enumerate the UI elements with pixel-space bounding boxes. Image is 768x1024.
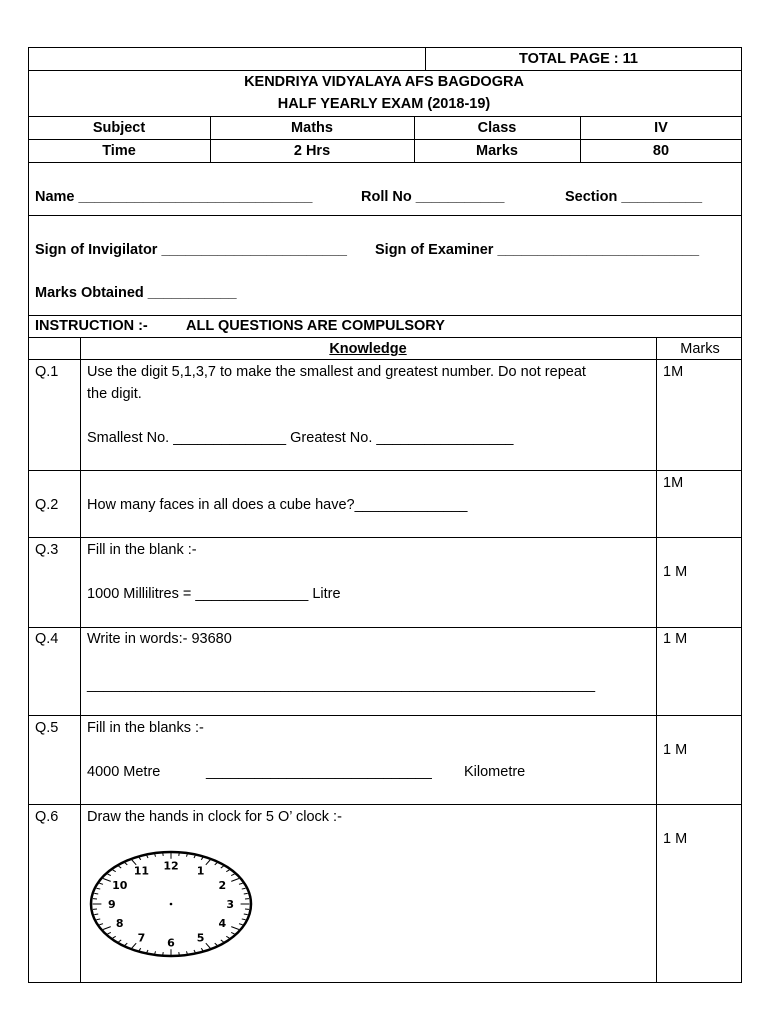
clock-tick (94, 914, 98, 915)
clock-tick (194, 950, 195, 952)
clock-tick (221, 940, 224, 942)
rule (28, 337, 742, 338)
clock-tick (139, 948, 141, 950)
rule (656, 337, 657, 983)
invigilator-sign-field: Sign of Invigilator _______________________ (35, 242, 347, 258)
rule (28, 315, 742, 316)
clock-number: 1 (196, 864, 205, 878)
clock-number: 6 (167, 936, 175, 950)
clock-tick (186, 951, 187, 954)
name-field: Name _____________________________ (35, 189, 313, 205)
question-marks: 1 M (663, 564, 688, 580)
question-text: Draw the hands in clock for 5 O’ clock :- (87, 809, 342, 825)
clock-tick (239, 883, 243, 884)
school-name: KENDRIYA VIDYALAYA AFS BAGDOGRA (244, 74, 524, 90)
clock-number: 5 (196, 931, 205, 945)
answer-blank: _______________________________________________________________ (87, 677, 596, 693)
rule (28, 139, 742, 140)
clock-tick (206, 860, 210, 865)
clock-number: 4 (218, 917, 227, 931)
rule (28, 537, 742, 538)
clock-number: 8 (115, 917, 124, 931)
total-page: TOTAL PAGE : 11 (519, 51, 638, 67)
roll-no-field: Roll No ___________ (361, 189, 505, 205)
rule (28, 359, 742, 360)
clock-number: 10 (112, 878, 128, 892)
clock-tick (244, 893, 248, 894)
time-value: 2 Hrs (293, 143, 331, 159)
answer-blank: Smallest No. ______________ Greatest No. _________________ (87, 430, 514, 446)
rule (28, 70, 742, 71)
instruction-label: INSTRUCTION :- (35, 318, 148, 334)
class-value: IV (654, 120, 668, 136)
rule (28, 804, 742, 805)
answer-unit-to: Kilometre (464, 764, 526, 780)
clock-tick (155, 854, 156, 857)
clock-tick (113, 870, 116, 872)
question-number: Q.4 (35, 631, 59, 647)
clock-face-icon[interactable] (88, 848, 254, 960)
clock-tick (113, 936, 116, 938)
question-number: Q.6 (35, 809, 59, 825)
clock-tick (108, 932, 111, 934)
clock-tick (231, 932, 234, 934)
clock-tick (125, 943, 127, 945)
exam-title: HALF YEARLY EXAM (2018-19) (277, 96, 491, 112)
clock-tick (231, 874, 234, 876)
question-text: How many faces in all does a cube have?______________ (87, 497, 468, 513)
clock-tick (99, 924, 103, 925)
rule (80, 337, 81, 983)
question-text: Fill in the blanks :- (87, 720, 204, 736)
clock-tick (103, 879, 111, 882)
examiner-sign-field: Sign of Examiner _________________________ (375, 242, 700, 258)
question-text: Fill in the blank :- (87, 542, 197, 558)
time-label: Time (102, 143, 136, 159)
question-number: Q.2 (35, 497, 59, 513)
clock-tick (215, 863, 217, 865)
rule (28, 116, 742, 117)
class-label: Class (477, 120, 517, 136)
marks-obtained-field: Marks Obtained ___________ (35, 285, 237, 301)
clock-tick (231, 927, 239, 930)
question-marks: 1 M (663, 631, 688, 647)
rule (28, 470, 742, 471)
subject-value: Maths (291, 120, 333, 136)
clock-tick (186, 854, 187, 857)
clock-tick (119, 866, 122, 868)
answer-blank: ____________________________ (206, 764, 432, 780)
rule (580, 116, 581, 163)
clock-tick (226, 870, 229, 872)
rule (28, 47, 29, 983)
clock-tick (155, 951, 156, 954)
question-marks: 1M (663, 364, 684, 380)
answer-unit-from: 4000 Metre (87, 764, 161, 780)
rule (28, 982, 742, 983)
clock-tick (221, 866, 224, 868)
clock-tick (226, 936, 229, 938)
clock-tick (125, 863, 127, 865)
clock-tick (132, 943, 136, 948)
question-marks: 1 M (663, 742, 688, 758)
rule (414, 116, 415, 163)
clock-number: 3 (226, 898, 235, 911)
clock-number: 11 (133, 864, 150, 878)
clock-tick (239, 924, 243, 925)
clock-tick (242, 888, 246, 889)
clock-number: 9 (107, 898, 116, 911)
clock-tick (244, 914, 248, 915)
rule (28, 627, 742, 628)
question-text: Write in words:- 93680 (87, 631, 232, 647)
question-text: Use the digit 5,1,3,7 to make the smallest and greatest number. Do not repeat (87, 364, 586, 380)
rule (425, 47, 426, 71)
clock-tick (201, 857, 203, 859)
rule (28, 162, 742, 163)
clock-tick (215, 943, 217, 945)
question-text: the digit. (87, 386, 142, 402)
answer-blank: 1000 Millilitres = ______________ Litre (87, 586, 341, 602)
marks-value: 80 (652, 143, 670, 159)
clock-tick (206, 943, 210, 948)
question-number: Q.1 (35, 364, 59, 380)
clock-tick (94, 893, 98, 894)
clock-tick (119, 940, 122, 942)
subject-label: Subject (92, 120, 146, 136)
clock-tick (96, 888, 100, 889)
section-title: Knowledge (329, 341, 407, 357)
clock-tick (99, 883, 103, 884)
clock-number: 7 (137, 931, 146, 945)
instruction-text: ALL QUESTIONS ARE COMPULSORY (186, 318, 445, 334)
rule (210, 116, 211, 163)
clock-tick (242, 919, 246, 920)
question-number: Q.5 (35, 720, 59, 736)
clock-tick (139, 857, 141, 859)
clock-number: 12 (163, 859, 179, 873)
clock-tick (103, 927, 111, 930)
rule (28, 715, 742, 716)
clock-number: 2 (218, 878, 227, 892)
question-marks: 1M (663, 475, 684, 491)
clock-tick (147, 950, 148, 952)
clock-tick (201, 948, 203, 950)
marks-header: Marks (680, 341, 720, 357)
clock-tick (231, 879, 239, 882)
rule (28, 47, 742, 48)
clock-tick (96, 919, 100, 920)
clock-tick (194, 856, 195, 858)
rule (28, 215, 742, 216)
clock-tick (108, 874, 111, 876)
section-field: Section __________ (565, 189, 703, 205)
clock-tick (147, 856, 148, 858)
question-marks: 1 M (663, 831, 688, 847)
rule (741, 47, 742, 983)
question-number: Q.3 (35, 542, 59, 558)
marks-label: Marks (476, 143, 518, 159)
